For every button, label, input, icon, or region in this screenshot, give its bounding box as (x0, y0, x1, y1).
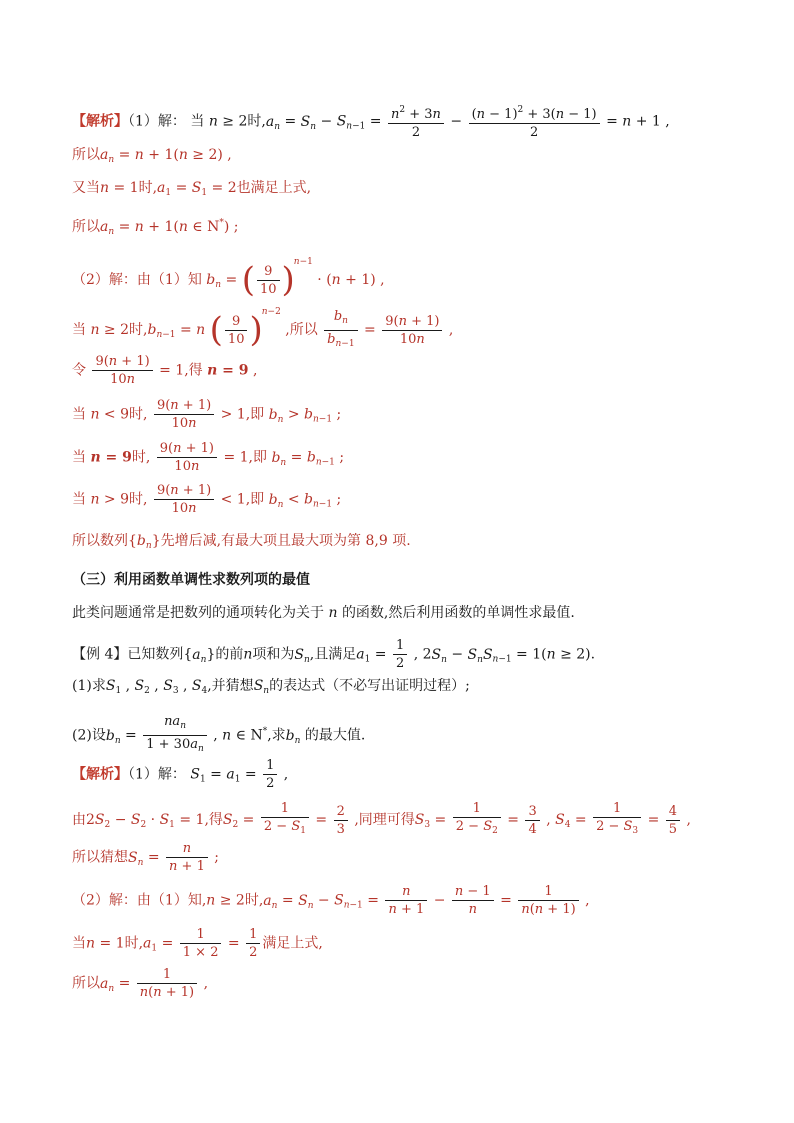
fraction: $\frac{(n - 1)^2 + 3(n - 1)}{2}$ (469, 102, 600, 141)
fraction: $\frac{9(n + 1)}{10n}$ (154, 482, 214, 517)
solution-part-2: （2）解：由（1）知,n ≥ 2时$,a_n = S_n - S_{n-1}$ = $\frac{n}{n + 1}$ − $\frac{n - 1}{n}$ = $\frac{1}{n(n + 1)}$ , (72, 884, 590, 917)
fraction: $\frac{1}{2}$ (263, 757, 277, 792)
fraction: $\frac{1}{1 \times 2}$ (180, 926, 222, 961)
fraction: $\frac{1}{2}$ (246, 926, 260, 961)
case-line-1: 当 n < 9时, $\frac{9(n + 1)}{10n}$ > 1,即 $b_n > b_{n-1}$ ; (72, 398, 342, 431)
solution-guess-line: 所以猜想$S_n$ = $\frac{n}{n + 1}$ ; (72, 841, 220, 874)
fraction: $\frac{n^2 + 3n}{2}$ (388, 102, 444, 141)
fraction: $\frac{1}{n(n + 1)}$ (137, 966, 197, 1001)
solution-s2-line: 由$2S_2 - S_2 \cdot S_1 = 1$,得$S_2$ = $\frac{1}{2 - S_1}$ = $\frac{2}{3}$ ,同理可得$S_3$ = $\frac{1}{2 - S_2}$ = $\frac{3}{4}$ , $S_4$ = $\frac{1}{2 - S_3}$ = $\frac{4}{5}$ , (72, 800, 691, 840)
fraction: $\frac{9(n + 1)}{10n}$ (382, 313, 442, 348)
solution-line-1: 【解析】（1）解： 当 n ≥ 2时$,a_n = S_n - S_{n-1}$ = $\frac{n^2 + 3n}{2}$ − $\frac{(n - 1)^2 + 3(n - 1)}{2}$ = n + 1 , (72, 102, 670, 141)
case-line-3: 当 n > 9时, $\frac{9(n + 1)}{10n}$ < 1,即 $b_n < b_{n-1}$ ; (72, 483, 342, 516)
section-intro: 此类问题通常是把数列的通项转化为关于 n 的函数,然后利用函数的单调性求最值. (72, 605, 575, 621)
fraction: $\frac{na_n}{1 + 30a_n}$ (143, 713, 207, 758)
solution-line-4: 所以$a_n = n + 1(n$ ∈ N*) ; (72, 218, 239, 237)
question-2: (2)设$b_n$ = $\frac{na_n}{1 + 30a_n}$ , n ∈ N*,求$b_n$ 的最大值. (72, 713, 365, 758)
fraction: $\frac{4}{5}$ (666, 803, 680, 838)
fraction: $\frac{1}{2 - S_1}$ (261, 800, 309, 840)
example-4: 【例 4】已知数列$\{a_n\}$的前n项和为$S_n$,且满足$a_1$ = $\frac{1}{2}$ , $2S_n - S_nS_{n-1} = 1(n \ge 2)$. (72, 638, 596, 671)
fraction: $\frac{9(n + 1)}{10n}$ (92, 353, 152, 388)
analysis-tag: 【解析】 (72, 113, 128, 130)
solution-part-1: 【解析】（1）解： $S_1 = a_1$ = $\frac{1}{2}$ , (72, 758, 289, 791)
fraction: $\frac{9}{10}$ (257, 263, 280, 298)
fraction: $\frac{9}{10}$ (225, 313, 248, 348)
fraction: $\frac{2}{3}$ (334, 803, 348, 838)
fraction: $\frac{n}{n + 1}$ (166, 840, 208, 875)
solution-n1-line: 当n = 1时$,a_1$ = $\frac{1}{1 \times 2}$ = $\frac{1}{2}$ 满足上式, (72, 927, 323, 960)
fraction: $\frac{1}{2 - S_2}$ (453, 800, 501, 840)
fraction: $\frac{3}{4}$ (525, 803, 539, 838)
section-heading: （三）利用函数单调性求数列项的最值 (72, 572, 310, 588)
solution-line-6: 当 n ≥ 2时$,b_{n-1} = n$ ( $\frac{9}{10}$ )$^{n-2}$ ,所以 $\frac{b_n}{b_{n-1}}$ = $\frac{9(n + 1)}{10n}$ , (72, 302, 453, 353)
fraction: $\frac{n - 1}{n}$ (452, 883, 494, 918)
solution-line-3: 又当n = 1时$,a_1 = S_1 = 2$也满足上式, (72, 180, 312, 198)
fraction: $\frac{n}{n + 1}$ (385, 883, 427, 918)
solution-line-5: （2）解：由（1）知 $b_n$ = ( $\frac{9}{10}$ )$^{n-1}$ · (n + 1) , (72, 257, 385, 300)
fraction: $\frac{1}{n(n + 1)}$ (518, 883, 578, 918)
fraction: $\frac{b_n}{b_{n-1}}$ (324, 308, 357, 353)
fraction: $\frac{9(n + 1)}{10n}$ (157, 440, 217, 475)
case-line-2: 当 n = 9时, $\frac{9(n + 1)}{10n}$ = 1,即 $b_n = b_{n-1}$ ; (72, 441, 345, 474)
solution-line-2: 所以$a_n = n + 1(n \ge 2)$ , (72, 147, 232, 165)
fraction: $\frac{1}{2 - S_3}$ (593, 800, 641, 840)
question-1: (1)求$S_1$ , $S_2$ , $S_3$ , $S_4$,并猜想$S_n$的表达式（不必写出证明过程）; (72, 678, 470, 696)
solution-final-line: 所以$a_n$ = $\frac{1}{n(n + 1)}$ , (72, 967, 209, 1000)
fraction: $\frac{1}{2}$ (393, 637, 407, 672)
fraction: $\frac{9(n + 1)}{10n}$ (154, 397, 214, 432)
solution-line-7: 令 $\frac{9(n + 1)}{10n}$ = 1,得 n = 9 , (72, 354, 258, 387)
conclusion-line: 所以数列$\{b_n\}$先增后减,有最大项且最大项为第 8,9 项. (72, 533, 411, 551)
